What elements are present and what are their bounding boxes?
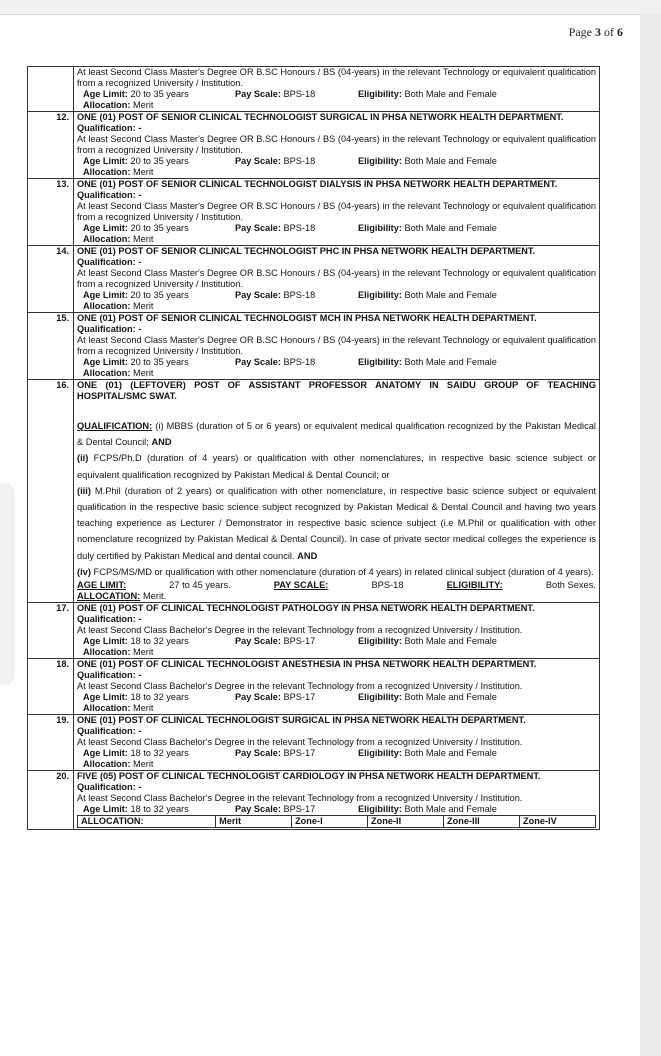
qualification-label: Qualification: - <box>77 670 142 681</box>
row-number: 19. <box>28 715 74 771</box>
post-meta: Age Limit: 18 to 32 years Pay Scale: BPS-17 Eligibility: Both Male and Female <box>83 748 497 759</box>
pay-scale: BPS-18 <box>283 290 316 300</box>
pay-scale: BPS-18 <box>283 357 316 367</box>
pay-scale: BPS-17 <box>283 636 316 647</box>
post-meta: Age Limit: 20 to 35 years Pay Scale: BPS-18 Eligibility: Both Male and Female <box>83 357 497 367</box>
row-content <box>74 715 600 771</box>
allocation: Allocation: Merit <box>83 167 154 177</box>
post-title: ONE (01) (LEFTOVER) POST OF ASSISTANT PROFESSOR ANATOMY IN SAIDU GROUP OF TEACHING HOSPITAL/SMC SWAT. <box>77 380 596 401</box>
row-content <box>74 603 600 659</box>
qualification-label: Qualification: - <box>77 614 142 625</box>
qualification-label: Qualification: - <box>77 782 142 793</box>
qualification-text: At least Second Class Bachelor's Degree in the relevant Technology from a recognized University / Institution. <box>77 793 523 804</box>
allocation: Allocation: Merit <box>83 703 154 714</box>
qualification-text: QUALIFICATION: (i) MBBS (duration of 5 or 6 years) or equivalent medical qualification recognized by the Pakistan Medical & Dental Council; AND (ii) FCPS/Ph.D (duration of 4 years) or qualification with other nomenclatures, in respective basic science subject or equivalent qualification recognized by Pakistan Medical & Dental Council; or (iii) M.Phil (duration of 2 years) or qualification with other nomenclature, in respective basic science subject or equivalent qualification in the respective basic science subject recognized by Pakistan Medical & Dental Council and having two years teaching experience as Lecturer / Demonstrator in respective basic science subject (i.e M.Phil or qualification with other nomenclature recognized by Pakistan Medical & Dental Council). In case of private sector medical colleges the experience is duly certified by Pakistan Medical and dental council. AND (iv) FCPS/MS/MD or qualification with other nomenclature (duration of 4 years) in related clinical subject (duration of 4 years). <box>77 421 596 577</box>
age-limit: 20 to 35 years <box>130 89 189 99</box>
post-meta: Age Limit: 20 to 35 years Pay Scale: BPS-18 Eligibility: Both Male and Female <box>83 156 497 166</box>
zone-cell: Zone-IV <box>523 816 557 827</box>
row-content <box>74 67 600 112</box>
zone-cell: Merit <box>216 816 292 827</box>
table-row <box>28 771 600 830</box>
pay-scale: BPS-17 <box>283 692 316 703</box>
qualification-label: Qualification: - <box>77 123 142 133</box>
eligibility: Both Male and Female <box>404 748 497 759</box>
viewer-top-strip <box>0 0 661 14</box>
allocation: Allocation: Merit <box>83 368 154 378</box>
row-number: 15. <box>28 313 74 380</box>
row-content <box>74 179 600 246</box>
post-meta: Age Limit: 18 to 32 years Pay Scale: BPS-17 Eligibility: Both Male and Female <box>83 636 497 647</box>
qualification-label: Qualification: - <box>77 190 142 200</box>
table-row <box>28 246 600 313</box>
qualification-label: Qualification: - <box>77 324 142 334</box>
table-row <box>28 380 600 603</box>
eligibility: Both Male and Female <box>404 89 497 99</box>
post-title: FIVE (05) POST OF CLINICAL TECHNOLOGIST CARDIOLOGY IN PHSA NETWORK HEALTH DEPARTMENT. <box>77 771 541 782</box>
qualification-text: At least Second Class Master's Degree OR B.SC Honours / BS (04-years) in the relevant Technology or equivalent qualification from a recognized University / Institution. <box>77 201 596 222</box>
post-title: ONE (01) POST OF SENIOR CLINICAL TECHNOLOGIST DIALYSIS IN PHSA NETWORK HEALTH DEPARTMENT. <box>77 179 558 189</box>
allocation-zones <box>77 815 596 828</box>
row-content <box>74 313 600 380</box>
eligibility: Both Male and Female <box>404 223 497 233</box>
pay-scale: BPS-17 <box>283 748 316 759</box>
eligibility: Both Male and Female <box>404 290 497 300</box>
zone-cell: Zone-I <box>292 816 368 827</box>
post-title: ONE (01) POST OF CLINICAL TECHNOLOGIST ANESTHESIA IN PHSA NETWORK HEALTH DEPARTMENT. <box>77 659 537 670</box>
pay-scale: BPS-18 <box>283 223 316 233</box>
row-content <box>74 112 600 179</box>
side-scroll-tab[interactable] <box>0 484 12 684</box>
posts-table <box>27 66 600 830</box>
post-meta: Age Limit: 20 to 35 years Pay Scale: BPS-18 Eligibility: Both Male and Female <box>83 89 497 99</box>
table-row <box>28 67 600 112</box>
row-content <box>74 771 600 830</box>
table-row <box>28 715 600 771</box>
qualification-text: At least Second Class Bachelor's Degree in the relevant Technology from a recognized University / Institution. <box>77 737 523 748</box>
zone-cell: Zone-III <box>444 816 520 827</box>
eligibility: Both Male and Female <box>404 636 497 647</box>
post-title: ONE (01) POST OF CLINICAL TECHNOLOGIST SURGICAL IN PHSA NETWORK HEALTH DEPARTMENT. <box>77 715 526 726</box>
row-content <box>74 659 600 715</box>
qualification-text: At least Second Class Master's Degree OR B.SC Honours / BS (04-years) in the relevant Technology or equivalent qualification from a recognized University / Institution. <box>77 134 596 155</box>
row-number: 13. <box>28 179 74 246</box>
allocation: Allocation: Merit <box>83 647 154 658</box>
age-limit: 18 to 32 years <box>130 748 189 759</box>
table-row <box>28 313 600 380</box>
allocation: Allocation: Merit <box>83 759 154 770</box>
post-title: ONE (01) POST OF SENIOR CLINICAL TECHNOLOGIST MCH IN PHSA NETWORK HEALTH DEPARTMENT. <box>77 313 537 323</box>
table-row <box>28 112 600 179</box>
allocation: Allocation: Merit <box>83 301 154 311</box>
eligibility: Both Male and Female <box>404 804 497 815</box>
eligibility: Both Male and Female <box>404 692 497 703</box>
eligibility: Both Sexes. <box>545 580 596 591</box>
age-limit: 20 to 35 years <box>130 357 189 367</box>
qualification-text: At least Second Class Master's Degree OR B.SC Honours / BS (04-years) in the relevant Technology or equivalent qualification from a recognized University / Institution. <box>77 67 596 88</box>
post-meta: Age Limit: 20 to 35 years Pay Scale: BPS-18 Eligibility: Both Male and Female <box>83 290 497 300</box>
qualification-label: Qualification: - <box>77 257 142 267</box>
zone-cell: Zone-II <box>368 816 444 827</box>
post-meta: Age Limit: 20 to 35 years Pay Scale: BPS-18 Eligibility: Both Male and Female <box>83 223 497 233</box>
allocation: Allocation: Merit <box>83 100 154 110</box>
zone-cell: ALLOCATION: <box>78 816 216 827</box>
pay-scale: BPS-18 <box>283 156 316 166</box>
post-title: ONE (01) POST OF SENIOR CLINICAL TECHNOLOGIST SURGICAL IN PHSA NETWORK HEALTH DEPARTMENT. <box>77 112 564 122</box>
qualification-text: At least Second Class Master's Degree OR B.SC Honours / BS (04-years) in the relevant Technology or equivalent qualification from a recognized University / Institution. <box>77 335 596 356</box>
age-limit: 18 to 32 years <box>130 692 189 703</box>
pay-scale: BPS-18 <box>371 580 404 591</box>
age-limit: 20 to 35 years <box>130 156 189 166</box>
qualification-text: At least Second Class Bachelor's Degree in the relevant Technology from a recognized University / Institution. <box>77 625 523 636</box>
qualification-label: Qualification: - <box>77 726 142 737</box>
qualification-text: At least Second Class Bachelor's Degree in the relevant Technology from a recognized University / Institution. <box>77 681 523 692</box>
row-number: 12. <box>28 112 74 179</box>
allocation: ALLOCATION: Merit. <box>77 591 167 602</box>
row-number: 16. <box>28 380 74 603</box>
table-row <box>28 659 600 715</box>
row-number: 14. <box>28 246 74 313</box>
allocation: Allocation: Merit <box>83 234 154 244</box>
age-limit: 18 to 32 years <box>130 636 189 647</box>
post-meta: Age Limit: 18 to 32 years Pay Scale: BPS-17 Eligibility: Both Male and Female <box>83 804 497 815</box>
row-number: 20. <box>28 771 74 830</box>
age-limit: 20 to 35 years <box>130 290 189 300</box>
pay-scale: BPS-17 <box>283 804 316 815</box>
row-number <box>28 67 74 112</box>
row-number: 18. <box>28 659 74 715</box>
eligibility: Both Male and Female <box>404 357 497 367</box>
age-limit: 20 to 35 years <box>130 223 189 233</box>
eligibility: Both Male and Female <box>404 156 497 166</box>
age-limit: 27 to 45 years. <box>169 580 231 591</box>
post-meta: AGE LIMIT: 27 to 45 years. PAY SCALE: BPS-18 ELIGIBILITY: Both Sexes. <box>77 580 596 591</box>
table-row <box>28 179 600 246</box>
row-content <box>74 246 600 313</box>
post-title: ONE (01) POST OF CLINICAL TECHNOLOGIST PATHOLOGY IN PHSA NETWORK HEALTH DEPARTMENT. <box>77 603 535 614</box>
post-title: ONE (01) POST OF SENIOR CLINICAL TECHNOLOGIST PHC IN PHSA NETWORK HEALTH DEPARTMENT. <box>77 246 536 256</box>
row-number: 17. <box>28 603 74 659</box>
qualification-text: At least Second Class Master's Degree OR B.SC Honours / BS (04-years) in the relevant Technology or equivalent qualification from a recognized University / Institution. <box>77 268 596 289</box>
page-number: Page 3 of 6 <box>568 25 623 39</box>
table-row <box>28 603 600 659</box>
row-content <box>74 380 600 603</box>
pay-scale: BPS-18 <box>283 89 316 99</box>
age-limit: 18 to 32 years <box>130 804 189 815</box>
post-meta: Age Limit: 18 to 32 years Pay Scale: BPS-17 Eligibility: Both Male and Female <box>83 692 497 703</box>
